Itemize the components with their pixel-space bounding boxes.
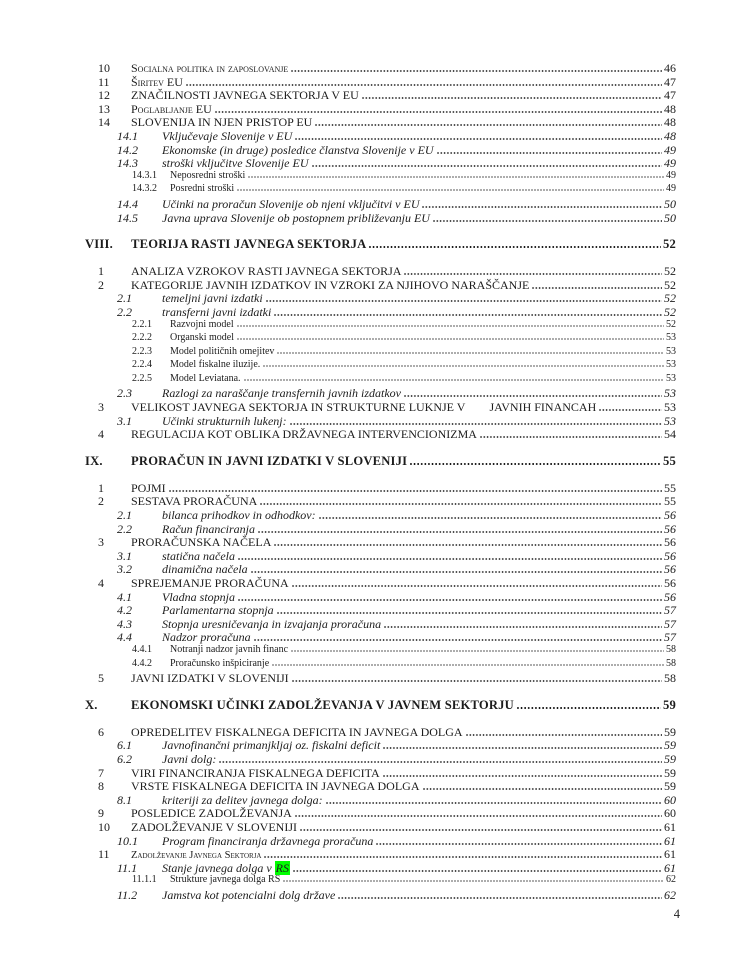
dotted-leader <box>423 788 663 790</box>
dotted-leader <box>290 423 662 425</box>
toc-entry-number: 5 <box>98 671 104 686</box>
toc-entry[interactable] <box>98 481 676 495</box>
toc-entry[interactable] <box>98 725 676 739</box>
toc-entry[interactable] <box>132 346 676 360</box>
toc-entry-page: 53 <box>666 332 676 344</box>
toc-entry[interactable] <box>117 211 676 225</box>
table-of-contents <box>85 61 676 901</box>
toc-entry-page: 52 <box>664 264 676 279</box>
toc-entry-page: 53 <box>664 386 676 401</box>
toc-entry-title: Notranji nadzor javnih financ <box>170 643 289 655</box>
dotted-leader <box>274 314 662 316</box>
toc-entry-number: 14.3 <box>117 156 138 171</box>
toc-entry-number: X. <box>85 697 98 712</box>
toc-entry-title: Učinki na proračun Slovenije ob njeni vključitvi v EU <box>162 196 420 211</box>
dotted-leader <box>319 517 662 519</box>
toc-entry-title: Nadzor proračuna <box>162 630 251 645</box>
toc-entry-title: TEORIJA RASTI JAVNEGA SEKTORJA <box>131 237 367 252</box>
toc-entry-number: 6.2 <box>117 751 132 766</box>
highlighted-text: RS <box>275 860 289 875</box>
toc-entry-number: 4 <box>98 427 104 442</box>
toc-entry-page: 60 <box>664 806 676 821</box>
toc-entry-title: Razlogi za naraščanje transfernih javnih izdatkov <box>162 386 401 401</box>
toc-entry-page: 52 <box>666 318 676 330</box>
dotted-leader <box>291 70 662 72</box>
toc-entry-title: Vladna stopnja <box>162 589 236 604</box>
toc-entry-page: 52 <box>664 291 676 306</box>
toc-entry[interactable] <box>117 834 676 848</box>
toc-entry[interactable] <box>117 617 676 631</box>
toc-entry-title: Socialna politika in zaposlovanje <box>131 61 289 75</box>
toc-entry-title: Neposredni stroški <box>170 169 246 181</box>
toc-entry[interactable] <box>98 494 676 508</box>
toc-entry[interactable] <box>132 332 676 346</box>
toc-entry-page: 61 <box>664 833 676 848</box>
toc-entry-title: transferni javni izdatki <box>162 304 272 319</box>
toc-entry[interactable] <box>117 143 676 157</box>
toc-entry-title: VRSTE FISKALNEGA DEFICITA IN JAVNEGA DOLGA <box>131 779 420 794</box>
dotted-leader <box>480 436 662 438</box>
toc-entry-number: 4.3 <box>117 616 132 631</box>
toc-entry-number: 3 <box>98 400 104 415</box>
toc-entry-title: EKONOMSKI UČINKI ZADOLŽEVANJA V JAVNEM SEKTORJU <box>131 697 514 712</box>
dotted-leader <box>260 503 662 505</box>
toc-entry-title: ZADOLŽEVANJE V SLOVENIJI <box>131 819 297 834</box>
toc-entry[interactable] <box>117 861 676 875</box>
toc-entry[interactable] <box>98 102 676 116</box>
toc-entry-number: 2.3 <box>117 386 132 401</box>
toc-entry[interactable] <box>98 847 676 861</box>
toc-entry-number: 10 <box>98 61 110 75</box>
toc-entry[interactable] <box>98 278 676 292</box>
toc-entry-page: 49 <box>664 142 676 157</box>
toc-entry-page: 53 <box>664 400 676 415</box>
toc-entry-number: 14.5 <box>117 210 138 225</box>
dotted-leader <box>169 490 662 492</box>
dotted-leader <box>291 650 664 652</box>
toc-entry-number: 2.2 <box>117 304 132 319</box>
dotted-leader <box>219 761 662 763</box>
toc-entry-title: Zadolževanje Javnega Sektorja <box>131 850 262 862</box>
toc-entry[interactable] <box>117 562 676 576</box>
toc-entry-number: 8 <box>98 779 104 794</box>
toc-entry[interactable] <box>132 319 676 333</box>
dotted-leader <box>338 897 662 899</box>
toc-entry-page: 59 <box>664 724 676 739</box>
toc-entry[interactable] <box>132 373 676 387</box>
toc-entry[interactable] <box>117 197 676 211</box>
toc-entry-page: 60 <box>664 792 676 807</box>
toc-entry-title: VELIKOST JAVNEGA SEKTORJA IN STRUKTURNE LUKNJE V JAVNIH FINANCAH <box>131 400 597 415</box>
toc-entry-number: 4 <box>98 576 104 590</box>
toc-entry[interactable] <box>98 779 676 793</box>
toc-entry-number: 11 <box>98 74 110 89</box>
toc-entry-title: ZNAČILNOSTI JAVNEGA SEKTORJA V EU <box>131 88 359 103</box>
dotted-leader <box>266 300 662 302</box>
dotted-leader <box>272 664 664 666</box>
toc-entry-page: 58 <box>666 643 676 655</box>
dotted-leader <box>293 870 662 872</box>
toc-entry-number: 8.1 <box>117 792 132 807</box>
toc-entry-title: PRORAČUNSKA NAČELA <box>131 535 272 550</box>
toc-entry-page: 62 <box>666 874 676 886</box>
toc-entry-number: 1 <box>98 264 104 279</box>
toc-entry[interactable] <box>132 874 676 888</box>
toc-entry-page: 58 <box>664 671 676 686</box>
dotted-leader <box>315 124 662 126</box>
toc-entry-title: Model fiskalne iluzije. <box>170 359 261 371</box>
dotted-leader <box>295 815 662 817</box>
dotted-leader <box>251 571 662 573</box>
toc-entry[interactable] <box>98 820 676 834</box>
toc-entry[interactable] <box>117 549 676 563</box>
toc-entry-page: 61 <box>664 847 676 862</box>
toc-entry[interactable] <box>117 630 676 644</box>
toc-entry[interactable] <box>117 386 676 400</box>
toc-entry-page: 57 <box>664 630 676 645</box>
toc-entry-page: 56 <box>664 576 676 590</box>
toc-entry-page: 46 <box>664 61 676 75</box>
toc-entry-number: 4.4.1 <box>132 643 152 655</box>
toc-entry[interactable] <box>98 576 676 590</box>
dotted-leader <box>466 734 662 736</box>
toc-entry-number: 2.1 <box>117 291 132 306</box>
dotted-leader <box>274 544 662 546</box>
toc-entry[interactable] <box>98 61 676 75</box>
dotted-leader <box>404 273 662 275</box>
toc-entry[interactable] <box>132 183 676 197</box>
dotted-leader <box>237 189 664 191</box>
toc-entry[interactable] <box>98 75 676 89</box>
toc-entry-title: OPREDELITEV FISKALNEGA DEFICITA IN JAVNEGA DOLGA <box>131 724 463 739</box>
toc-entry-title: Javnofinančni primanjkljaj oz. fiskalni deficit <box>162 738 381 753</box>
toc-entry-title: SESTAVA PRORAČUNA <box>131 494 258 509</box>
toc-entry-number: 4.1 <box>117 589 132 604</box>
toc-entry-page: 55 <box>664 494 676 509</box>
toc-entry-title: Strukture javnega dolga RS <box>170 874 281 886</box>
dotted-leader <box>376 843 662 845</box>
toc-entry-title: dinamična načela <box>162 562 248 577</box>
toc-entry-number: 12 <box>98 88 110 103</box>
dotted-leader <box>244 379 664 381</box>
toc-entry-title: Razvojni model <box>170 318 234 330</box>
toc-entry[interactable] <box>117 305 676 319</box>
toc-entry-title: Stopnja uresničevanja in izvajanja proračuna <box>162 616 382 631</box>
toc-entry-page: 56 <box>664 508 676 523</box>
toc-entry-title: Učinki strukturnih lukenj: <box>162 413 287 428</box>
toc-entry[interactable] <box>117 738 676 752</box>
toc-entry-page: 55 <box>664 480 676 495</box>
toc-entry[interactable] <box>98 264 676 278</box>
toc-entry[interactable] <box>98 400 676 414</box>
toc-entry-number: VIII. <box>85 237 113 252</box>
toc-entry-number: 10.1 <box>117 833 138 848</box>
toc-entry-title: stroški vključitve Slovenije EU <box>162 156 309 171</box>
toc-entry-page: 52 <box>663 237 676 252</box>
toc-entry-page: 47 <box>664 74 676 89</box>
toc-entry-number: 2 <box>98 277 104 292</box>
toc-entry-number: 4.2 <box>117 603 132 618</box>
toc-entry[interactable] <box>98 671 676 685</box>
toc-entry-number: 2.2 <box>117 521 132 536</box>
dotted-leader <box>258 531 662 533</box>
dotted-leader <box>383 775 662 777</box>
toc-chapter-entry[interactable] <box>85 698 676 713</box>
toc-entry-number: 14.4 <box>117 196 138 211</box>
toc-entry-page: 48 <box>664 115 676 130</box>
toc-entry-number: IX. <box>85 453 103 468</box>
dotted-leader <box>326 802 662 804</box>
toc-entry[interactable] <box>132 658 676 672</box>
toc-entry-page: 53 <box>666 359 676 371</box>
dotted-leader <box>292 680 662 682</box>
dotted-leader <box>383 747 662 749</box>
toc-entry-title: Parlamentarna stopnja <box>162 603 274 618</box>
toc-entry-title: Model Leviatana. <box>170 372 241 384</box>
toc-entry-page: 53 <box>666 345 676 357</box>
toc-entry-number: 13 <box>98 101 110 116</box>
toc-entry[interactable] <box>117 752 676 766</box>
dotted-leader <box>215 111 662 113</box>
toc-entry-page: 59 <box>664 765 676 780</box>
dotted-leader <box>532 287 662 289</box>
toc-entry-number: 3.2 <box>117 562 132 577</box>
toc-entry-title: VIRI FINANCIRANJA FISKALNEGA DEFICITA <box>131 765 380 780</box>
toc-entry-page: 49 <box>664 156 676 171</box>
dotted-leader <box>300 829 662 831</box>
dotted-leader <box>312 165 662 167</box>
dotted-leader <box>264 856 662 858</box>
toc-entry-title: statična načela <box>162 548 235 563</box>
toc-entry-title: JAVNI IZDATKI V SLOVENIJI <box>131 671 289 686</box>
toc-entry-number: 2.1 <box>117 508 132 523</box>
toc-entry-number: 4.4 <box>117 630 132 645</box>
toc-entry-number: 11.1.1 <box>132 874 157 886</box>
dotted-leader <box>362 97 662 99</box>
toc-entry-title: Program financiranja državnega proračuna <box>162 833 374 848</box>
toc-entry[interactable] <box>98 88 676 102</box>
toc-entry-title: Ekonomske (in druge) posledice članstva Slovenije v EU <box>162 142 434 157</box>
toc-entry[interactable] <box>117 793 676 807</box>
toc-entry-number: 11.1 <box>117 860 138 875</box>
toc-entry-title: temeljni javni izdatki <box>162 291 263 306</box>
toc-entry-page: 59 <box>664 779 676 794</box>
dotted-leader <box>283 880 664 882</box>
toc-entry-page: 61 <box>664 860 676 875</box>
toc-entry-title: POJMI <box>131 480 166 495</box>
toc-entry-page: 54 <box>664 427 676 442</box>
toc-entry-number: 14.3.1 <box>132 169 157 181</box>
toc-chapter-entry[interactable] <box>85 237 676 252</box>
dotted-leader <box>237 325 664 327</box>
toc-entry-page: 59 <box>664 738 676 753</box>
toc-entry-page: 49 <box>666 183 676 195</box>
toc-entry-number: 14 <box>98 115 110 130</box>
toc-entry-title: ANALIZA VZROKOV RASTI JAVNEGA SEKTORJA <box>131 264 402 279</box>
toc-entry-number: 3 <box>98 535 104 550</box>
toc-entry-title: Poglabljanje EU <box>131 101 212 116</box>
toc-entry-page: 52 <box>664 304 676 319</box>
toc-entry-page: 61 <box>664 819 676 834</box>
toc-entry-page: 50 <box>664 196 676 211</box>
toc-entry-page: 55 <box>663 453 676 468</box>
toc-entry-number: 1 <box>98 480 104 495</box>
toc-entry-title: bilanca prihodkov in odhodkov: <box>162 508 316 523</box>
dotted-leader <box>277 352 664 354</box>
toc-entry-page: 56 <box>664 562 676 577</box>
toc-entry-page: 59 <box>664 751 676 766</box>
dotted-leader <box>599 409 662 411</box>
toc-entry-title: Javna uprava Slovenije ob postopnem približevanju EU <box>162 210 430 225</box>
toc-entry-page: 56 <box>664 548 676 563</box>
toc-entry[interactable] <box>98 806 676 820</box>
toc-entry-title: Model političnih omejitev <box>170 345 275 357</box>
toc-entry-number: 7 <box>98 765 104 780</box>
toc-entry-number: 11 <box>98 847 110 862</box>
toc-entry-number: 9 <box>98 806 104 821</box>
toc-entry-number: 2.2.4 <box>132 359 152 371</box>
toc-entry-page: 57 <box>664 603 676 618</box>
dotted-leader <box>369 246 661 248</box>
page-number: 4 <box>673 907 680 921</box>
toc-entry[interactable] <box>132 359 676 373</box>
toc-entry-page: 58 <box>666 657 676 669</box>
toc-entry-title: SPREJEMANJE PRORAČUNA <box>131 576 289 590</box>
toc-entry[interactable] <box>117 522 676 536</box>
dotted-leader <box>410 463 661 465</box>
toc-entry-number: 14.2 <box>117 142 138 157</box>
toc-entry-number: 2.2.3 <box>132 345 152 357</box>
toc-entry-number: 2.2.5 <box>132 372 152 384</box>
toc-entry[interactable] <box>117 129 676 143</box>
toc-entry[interactable] <box>98 766 676 780</box>
dotted-leader <box>248 176 664 178</box>
toc-entry-number: 11.2 <box>117 887 138 902</box>
toc-entry-page: 53 <box>664 413 676 428</box>
toc-entry[interactable] <box>132 644 676 658</box>
toc-entry-title: Proračunsko inšpiciranje <box>170 657 270 669</box>
toc-entry-number: 6.1 <box>117 738 132 753</box>
toc-entry[interactable] <box>132 170 676 184</box>
toc-entry-number: 2.2.2 <box>132 332 152 344</box>
toc-entry[interactable] <box>117 291 676 305</box>
dotted-leader <box>238 599 662 601</box>
toc-entry-number: 14.3.2 <box>132 183 157 195</box>
toc-entry-title: PRORAČUN IN JAVNI IZDATKI V SLOVENIJI <box>131 453 408 468</box>
toc-entry-page: 53 <box>666 372 676 384</box>
toc-entry-number: 2.2.1 <box>132 318 152 330</box>
toc-entry-page: 62 <box>664 887 676 902</box>
toc-entry-title: Širitev EU <box>131 74 183 89</box>
toc-entry[interactable] <box>117 508 676 522</box>
toc-entry[interactable] <box>98 115 676 129</box>
toc-entry-page: 59 <box>663 697 676 712</box>
dotted-leader <box>186 84 662 86</box>
toc-entry[interactable] <box>98 535 676 549</box>
toc-chapter-entry[interactable] <box>85 454 676 469</box>
toc-entry[interactable] <box>117 156 676 170</box>
toc-entry-number: 3.1 <box>117 548 132 563</box>
toc-entry-number: 3.1 <box>117 413 132 428</box>
toc-entry[interactable] <box>98 427 676 441</box>
dotted-leader <box>295 138 662 140</box>
dotted-leader <box>433 220 662 222</box>
dotted-leader <box>437 152 662 154</box>
toc-entry-title: kriteriji za delitev javnega dolga: <box>162 792 323 807</box>
toc-entry-page: 56 <box>664 521 676 536</box>
toc-entry[interactable] <box>117 888 676 902</box>
toc-entry-number: 10 <box>98 819 110 834</box>
toc-entry-title: REGULACIJA KOT OBLIKA DRŽAVNEGA INTERVENCIONIZMA <box>131 427 477 442</box>
toc-entry-title: Stanje javnega dolga v RS <box>162 860 289 875</box>
dotted-leader <box>422 206 662 208</box>
toc-entry-page: 52 <box>664 277 676 292</box>
dotted-leader <box>517 707 661 709</box>
toc-entry[interactable] <box>117 603 676 617</box>
dotted-leader <box>384 626 662 628</box>
toc-entry-page: 47 <box>664 88 676 103</box>
toc-entry-page: 50 <box>664 210 676 225</box>
toc-entry-page: 57 <box>664 616 676 631</box>
toc-entry-title: Organski model <box>170 332 234 344</box>
toc-entry[interactable] <box>117 414 676 428</box>
dotted-leader <box>237 338 664 340</box>
toc-entry-title: KATEGORIJE JAVNIH IZDATKOV IN VZROKI ZA NJIHOVO NARAŠČANJE <box>131 277 530 292</box>
dotted-leader <box>292 585 662 587</box>
toc-entry-page: 48 <box>664 128 676 143</box>
toc-entry-title: Jamstva kot potencialni dolg države <box>162 887 336 902</box>
toc-entry-title: POSLEDICE ZADOLŽEVANJA <box>131 806 292 821</box>
toc-entry-title: Javni dolg: <box>162 751 217 766</box>
dotted-leader <box>238 558 662 560</box>
toc-entry-title: Posredni stroški <box>170 183 235 195</box>
toc-entry-number: 6 <box>98 724 104 739</box>
toc-entry[interactable] <box>117 590 676 604</box>
toc-entry-title: SLOVENIJA IN NJEN PRISTOP EU <box>131 115 313 130</box>
toc-entry-page: 49 <box>666 169 676 181</box>
toc-entry-title: Vključevaje Slovenije v EU <box>162 128 293 143</box>
dotted-leader <box>263 365 664 367</box>
toc-entry-page: 56 <box>664 535 676 550</box>
dotted-leader <box>277 612 662 614</box>
dotted-leader <box>254 639 662 641</box>
toc-entry-number: 14.1 <box>117 128 138 143</box>
toc-entry-page: 56 <box>664 589 676 604</box>
toc-entry-title: Račun financiranja <box>162 521 255 536</box>
toc-entry-number: 2 <box>98 494 104 509</box>
dotted-leader <box>404 395 662 397</box>
toc-entry-page: 48 <box>664 101 676 116</box>
toc-entry-number: 4.4.2 <box>132 657 152 669</box>
